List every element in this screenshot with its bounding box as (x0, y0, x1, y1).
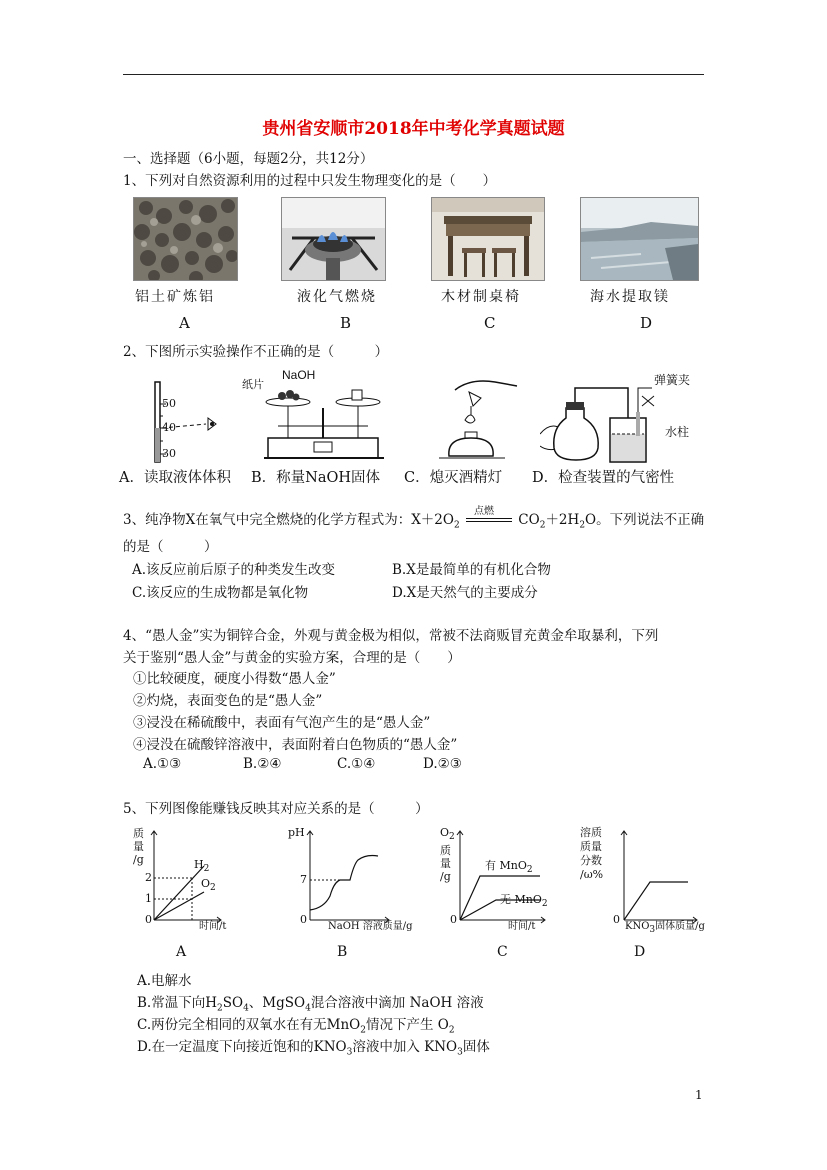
q3-stem-line1: 3、纯净物X在氧气中完全燃烧的化学方程式为：$X+2O_2$ 点燃 $CO_2+2H_2O$。下列说法不正确 (123, 508, 704, 531)
naoh-label: NaOH (282, 368, 316, 382)
q5-letter-a: A (176, 944, 187, 960)
graph-a-o2-label: $O_2$ (201, 877, 216, 894)
q3-stem-a: 3、纯净物X在氧气中完全燃烧的化学方程式为：X＋2O (123, 512, 454, 528)
page-number: 1 (695, 1088, 703, 1102)
q1-caption-a: 铝土矿炼铝 (135, 289, 215, 305)
q5-letter-b: B (337, 944, 348, 960)
q5-option-b: B.常温下向$H_2SO_4$、MgSO$_4$混合溶液中滴加 NaOH 溶液 (137, 995, 484, 1014)
q4-item-3: ③浸没在稀硫酸中，表面有气泡产生的是“愚人金” (133, 715, 431, 731)
graph-b-tick-7: 7 (300, 873, 307, 886)
graph-a-o2-line (154, 892, 204, 920)
q1-caption-d: 海水提取镁 (590, 289, 670, 305)
page-title: 贵州省安顺市2018年中考化学真题试题 (262, 119, 565, 139)
graph-b-curve (310, 856, 378, 911)
q2-caption-a: A．读取液体体积 (119, 470, 231, 486)
graph-d-ylabel: 溶质 质量 分数 /ω% (580, 826, 604, 881)
q3-stem-b: 。下列说法不正确 (596, 512, 705, 528)
alcohol-lamp-diagram (425, 376, 525, 464)
graph-a-ylabel: 质 量 /g (133, 827, 144, 866)
furniture-photo (431, 197, 545, 281)
cylinder-tick-30: 30 (162, 447, 176, 460)
q2-caption-b: B．称量NaOH固体 (251, 470, 381, 486)
graph-c-tick-0: 0 (450, 913, 457, 926)
q3-option-a: A.该反应前后原子的种类发生改变 (132, 562, 336, 578)
q4-option-b: B.②④ (243, 756, 282, 772)
gas-stove-photo (281, 197, 386, 281)
cylinder-tick-50: 50 (162, 397, 176, 410)
section-heading: 一、选择题（6小题，每题2分，共12分） (123, 151, 374, 167)
q2-caption-d: D．检查装置的气密性 (532, 470, 675, 486)
paper-label: 纸片 (242, 378, 264, 391)
airtight-check-diagram (540, 378, 660, 464)
graph-b-xlabel: NaOH 溶液质量/g (328, 921, 413, 932)
q4-stem-line1: 4、“愚人金”实为铜锌合金，外观与黄金极为相似，常被不法商贩冒充黄金牟取暴利，下列 (123, 628, 659, 644)
bauxite-photo (133, 197, 238, 281)
q3-option-b: B.X是最简单的有机化合物 (392, 562, 551, 578)
q1-caption-b: 液化气燃烧 (297, 289, 377, 305)
q1-caption-c: 木材制桌椅 (441, 289, 521, 305)
q4-item-1: ①比较硬度，硬度小得数“愚人金” (133, 671, 336, 687)
q5-option-a: A.电解水 (137, 973, 192, 989)
clamp-label: 弹簧夹 (654, 373, 691, 387)
graph-b-ylabel: pH (288, 826, 305, 839)
q1-letter-c: C (484, 314, 496, 332)
q5-option-c: C.两份完全相同的双氧水在有无MnO$_2$情况下产生 $O_2$ (137, 1017, 455, 1036)
q1-stem: 1、下列对自然资源利用的过程中只发生物理变化的是（ ） (123, 173, 497, 189)
q5-stem: 5、下列图像能赚钱反映其对应关系的是（ ） (123, 801, 429, 817)
q5-option-d: D.在一定温度下向接近饱和的$KNO_3$溶液中加入 $KNO_3$固体 (137, 1039, 490, 1058)
graph-d-tick-0: 0 (613, 913, 620, 926)
q4-item-4: ④浸没在硫酸锌溶液中，表面附着白色物质的“愚人金” (133, 737, 458, 753)
q5-letter-c: C (497, 944, 508, 960)
balance-diagram (254, 378, 394, 464)
q3-option-d: D.X是天然气的主要成分 (392, 585, 538, 601)
q3-condition (464, 505, 514, 528)
graph-a-xlabel: 时间/t (199, 921, 227, 932)
graph-d-xlabel: $KNO_3$固体质量/g (625, 921, 705, 935)
q2-stem: 2、下图所示实验操作不正确的是（ ） (123, 344, 389, 360)
q3-sub-co2: 2 (539, 520, 546, 531)
q5-letter-d: D (634, 944, 646, 960)
graph-c-without-label: 无 MnO$_2$ (500, 893, 548, 910)
graph-a-tick-1: 1 (145, 892, 152, 905)
graph-a-h2-label: $H_2$ (194, 858, 210, 875)
q4-option-c: C.①④ (337, 756, 376, 772)
graph-d-curve (624, 882, 688, 920)
water-column-label: 水柱 (665, 425, 690, 439)
q3-stem-line2: 的是（ ） (123, 539, 218, 555)
q1-letter-a: A (179, 314, 190, 332)
q1-letter-d: D (640, 314, 653, 332)
header-rule (123, 74, 704, 75)
seawater-photo (580, 197, 699, 281)
graph-a-tick-0: 0 (145, 913, 152, 926)
q3-sub-h2o: 2 (579, 520, 586, 531)
q4-option-d: D.②③ (423, 756, 462, 772)
graph-b-tick-0: 0 (300, 913, 307, 926)
graph-c-with-label: 有 MnO$_2$ (485, 859, 533, 876)
q2-caption-c: C．熄灭酒精灯 (404, 470, 503, 486)
graph-c-ylabel: $O_2$ 质 量 /g (440, 826, 455, 884)
q4-option-a: A.①③ (143, 756, 182, 772)
q3-sub-o2: 2 (453, 520, 460, 531)
graph-a-tick-2: 2 (145, 871, 152, 884)
graph-c-xlabel: 时间/t (508, 921, 536, 932)
q4-item-2: ②灼烧，表面变色的是“愚人金” (133, 693, 323, 709)
cylinder-tick-40: 40 (162, 421, 176, 434)
q3-option-c: C.该反应的生成物都是氧化物 (132, 585, 309, 601)
q4-stem-line2: 关于鉴别“愚人金”与黄金的实验方案，合理的是（ ） (123, 650, 461, 666)
q1-letter-b: B (340, 314, 352, 332)
q3-condition-label: 点燃 (474, 505, 494, 517)
